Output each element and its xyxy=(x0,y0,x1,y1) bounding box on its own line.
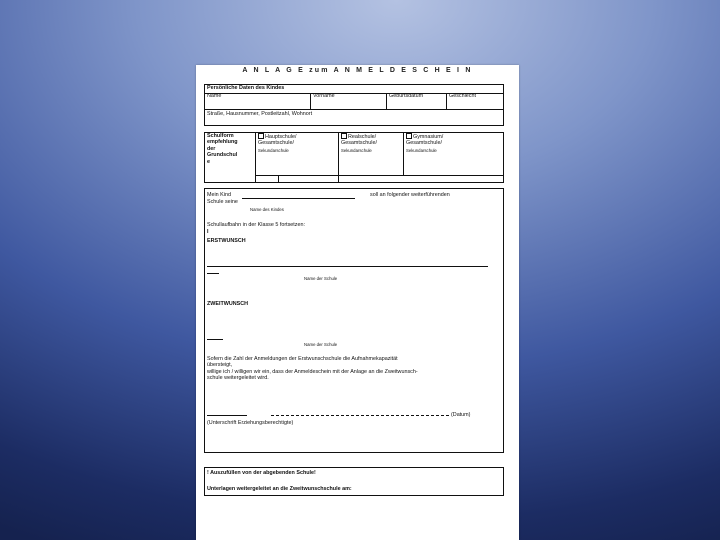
child-name-line[interactable] xyxy=(242,198,355,199)
hauptschule-checkbox[interactable] xyxy=(258,133,264,139)
divider xyxy=(338,175,339,183)
name-der-schule-caption-2: Name der Schule xyxy=(304,342,338,347)
divider xyxy=(403,132,404,175)
gymnasium-checkbox[interactable] xyxy=(406,133,412,139)
divider xyxy=(446,93,447,109)
form-title: A N L A G E zum A N M E L D E S C H E I N xyxy=(242,67,473,74)
option-gymnasium: Gymnasium/ Gesamtschule/ Sekundarschule xyxy=(406,134,444,153)
forwarded-label: Unterlagen weitergeleitet an die Zweitwunschschule am: xyxy=(207,486,352,492)
option-hauptschule: Hauptschule/ Gesamtschule/ Sekundarschule xyxy=(258,134,297,153)
form-page xyxy=(196,65,519,540)
continue-text: soll an folgender weiterführenden xyxy=(370,192,450,198)
erstwunsch-school-line[interactable] xyxy=(207,266,488,267)
personal-data-heading: Persönliche Daten des Kindes xyxy=(207,85,285,91)
date-line[interactable] xyxy=(271,415,449,416)
name-des-kindes-caption: Name des Kindes xyxy=(250,207,284,212)
schule-seine-label: Schule seine xyxy=(207,199,238,205)
divider xyxy=(204,109,504,110)
realschule-checkbox[interactable] xyxy=(341,133,347,139)
vorname-label: Vorname xyxy=(313,93,335,99)
erstwunsch-heading: ERSTWUNSCH xyxy=(207,238,246,244)
address-label: Straße, Hausnummer, Postleitzahl, Wohnort xyxy=(207,111,313,117)
capacity-consent-text: Sofern die Zahl der Anmeldungen der Erstwunschschule die Aufnahmekapazität übersteigt, willige ich / willigen wir ein, dass der Anmeldeschein mit der Anlage an die Zweitwunsch- schule weitergeleitet wird. xyxy=(207,356,418,382)
schullaufbahn-text: Schullaufbahn in der Klasse 5 fortsetzen: xyxy=(207,222,305,228)
divider xyxy=(310,93,311,109)
mein-kind-label: Mein Kind xyxy=(207,192,231,198)
divider xyxy=(207,273,219,274)
divider xyxy=(338,132,339,175)
zweitwunsch-school-line[interactable] xyxy=(207,339,223,340)
signature-label: (Unterschrift Erziehungsberechtigte) xyxy=(207,420,294,426)
marker-text: I xyxy=(207,229,209,235)
geschlecht-label: Geschlecht xyxy=(449,93,476,99)
school-use-heading: ! Auszufüllen von der abgebenden Schule! xyxy=(207,470,316,476)
name-label: Name xyxy=(207,93,222,99)
school-recommendation-label: Schulform empfehlung der Grundschul e xyxy=(207,133,238,165)
divider xyxy=(255,175,504,176)
option-realschule: Realschule/ Gesamtschule/ Sekundarschule xyxy=(341,134,377,153)
geburtsdatum-label: Geburtsdatum xyxy=(389,93,424,99)
signature-line[interactable] xyxy=(207,415,247,416)
name-der-schule-caption-1: Name der Schule xyxy=(304,276,338,281)
datum-label: (Datum) xyxy=(451,412,471,418)
divider xyxy=(278,175,279,183)
divider xyxy=(386,93,387,109)
zweitwunsch-heading: ZWEITWUNSCH xyxy=(207,301,249,307)
